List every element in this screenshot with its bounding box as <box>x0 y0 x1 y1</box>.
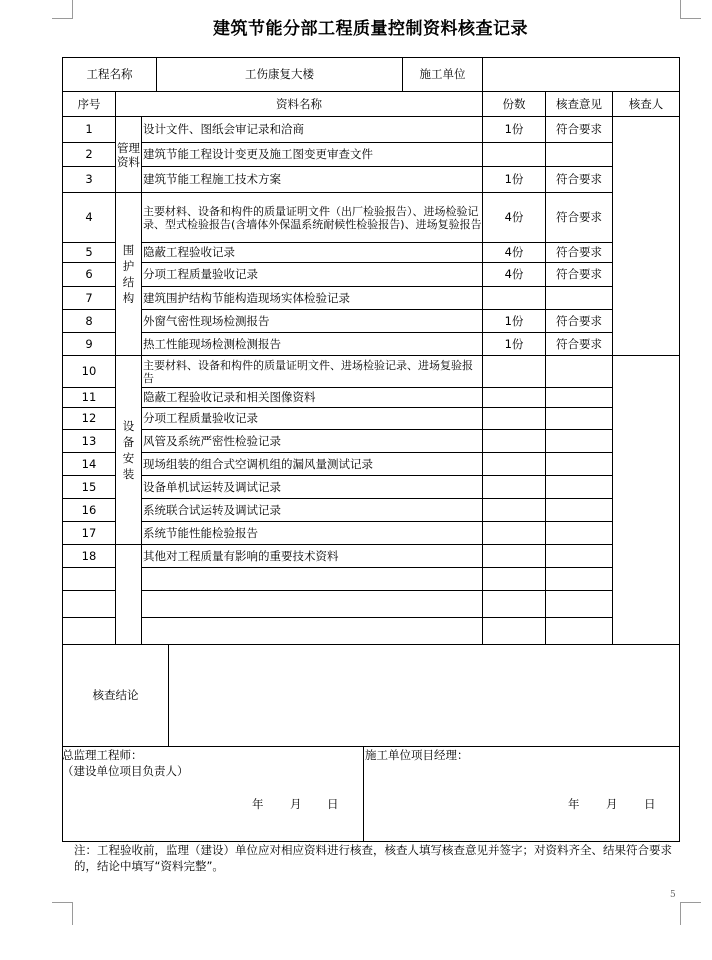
row-opinion: 符合要求 <box>545 242 612 262</box>
row-opinion: 符合要求 <box>545 166 612 192</box>
conclusion-value <box>168 644 679 746</box>
crop-mark-top-right <box>680 0 701 19</box>
supervisor-label: 总监理工程师： <box>62 748 143 762</box>
empty-row-number <box>62 590 115 617</box>
row-copies: 4份 <box>482 242 545 262</box>
empty-row-number <box>62 617 115 644</box>
row-number: 10 <box>62 355 115 387</box>
checker-cell-equipment <box>612 355 679 644</box>
empty-row-name <box>141 617 482 644</box>
header-copies: 份数 <box>482 91 545 116</box>
row-copies <box>482 407 545 429</box>
manager-label: 施工单位项目经理： <box>365 748 469 762</box>
table-right-border <box>679 57 680 842</box>
row-number: 14 <box>62 452 115 475</box>
row-copies <box>482 475 545 498</box>
manager-year: 年 <box>568 797 580 811</box>
row-opinion <box>545 475 612 498</box>
row-material-name: 建筑节能工程设计变更及施工图变更审查文件 <box>141 142 482 166</box>
supervisor-month: 月 <box>290 797 302 811</box>
row-opinion <box>545 521 612 544</box>
row-material-name: 热工性能现场检测检测报告 <box>141 332 482 355</box>
row-number: 1 <box>62 116 115 142</box>
row-number: 5 <box>62 242 115 262</box>
empty-row-opinion <box>545 590 612 617</box>
row-number: 18 <box>62 544 115 567</box>
row-material-name: 分项工程质量验收记录 <box>141 407 482 429</box>
header-checker: 核查人 <box>612 91 679 116</box>
row-material-name: 设备单机试运转及调试记录 <box>141 475 482 498</box>
row-copies <box>482 544 545 567</box>
row-opinion <box>545 429 612 452</box>
row-copies <box>482 521 545 544</box>
row-material-name: 建筑围护结构节能构造现场实体检验记录 <box>141 286 482 309</box>
row-number: 6 <box>62 262 115 286</box>
row-copies <box>482 387 545 407</box>
row-number: 2 <box>62 142 115 166</box>
project-name-value: 工伤康复大楼 <box>156 57 402 91</box>
row-opinion <box>545 286 612 309</box>
group-envelope: 围护结构 <box>115 192 141 355</box>
header-opinion: 核查意见 <box>545 91 612 116</box>
row-number: 9 <box>62 332 115 355</box>
row-material-name: 建筑节能工程施工技术方案 <box>141 166 482 192</box>
project-name-label: 工程名称 <box>62 57 156 91</box>
row-material-name: 设计文件、图纸会审记录和洽商 <box>141 116 482 142</box>
page-number: 5 <box>670 890 676 900</box>
contractor-label: 施工单位 <box>402 57 482 91</box>
row-opinion <box>545 387 612 407</box>
crop-mark-bottom-right <box>680 902 701 925</box>
row-material-name: 分项工程质量验收记录 <box>141 262 482 286</box>
row-material-name: 外窗气密性现场检测报告 <box>141 309 482 332</box>
row-copies <box>482 429 545 452</box>
row-opinion <box>545 142 612 166</box>
row-number: 11 <box>62 387 115 407</box>
row-material-name: 其他对工程质量有影响的重要技术资料 <box>141 544 482 567</box>
empty-row-name <box>141 590 482 617</box>
row-material-name: 隐蔽工程验收记录 <box>141 242 482 262</box>
group-management: 管理资料 <box>115 116 141 192</box>
row-copies <box>482 142 545 166</box>
empty-row-copies <box>482 590 545 617</box>
row-number: 4 <box>62 192 115 242</box>
group-other <box>115 544 141 644</box>
empty-row-number <box>62 567 115 590</box>
manager-day: 日 <box>644 797 656 811</box>
row-number: 17 <box>62 521 115 544</box>
header-material-name: 资料名称 <box>115 91 482 116</box>
empty-row-copies <box>482 567 545 590</box>
document-title: 建筑节能分部工程质量控制资料核查记录 <box>213 19 528 39</box>
header-no: 序号 <box>62 91 115 116</box>
footnote: 注：工程验收前，监理（建设）单位应对相应资料进行核查，核查人填写核查意见并签字；对资料齐全、结果符合要求的，结论中填写“资料完整”。 <box>74 843 672 873</box>
row-copies <box>482 498 545 521</box>
row-copies: 1份 <box>482 116 545 142</box>
row-opinion: 符合要求 <box>545 332 612 355</box>
empty-row-name <box>141 567 482 590</box>
manager-month: 月 <box>606 797 618 811</box>
row-number: 13 <box>62 429 115 452</box>
checker-cell-envelope <box>612 116 679 355</box>
row-copies <box>482 286 545 309</box>
row-number: 7 <box>62 286 115 309</box>
conclusion-label: 核查结论 <box>62 644 168 746</box>
row-copies: 1份 <box>482 166 545 192</box>
row-material-name: 系统节能性能检验报告 <box>141 521 482 544</box>
row-material-name: 风管及系统严密性检验记录 <box>141 429 482 452</box>
row-opinion: 符合要求 <box>545 192 612 242</box>
row-number: 8 <box>62 309 115 332</box>
row-number: 3 <box>62 166 115 192</box>
row-opinion <box>545 498 612 521</box>
row-opinion <box>545 544 612 567</box>
supervisor-day: 日 <box>327 797 339 811</box>
row-copies <box>482 452 545 475</box>
empty-row-copies <box>482 617 545 644</box>
crop-mark-bottom-left <box>52 902 73 925</box>
row-copies: 1份 <box>482 332 545 355</box>
row-opinion <box>545 407 612 429</box>
row-opinion: 符合要求 <box>545 309 612 332</box>
group-equipment: 设备安装 <box>115 355 141 544</box>
empty-row-opinion <box>545 567 612 590</box>
row-copies: 4份 <box>482 192 545 242</box>
row-copies <box>482 355 545 387</box>
row-material-name: 主要材料、设备和构件的质量证明文件、进场检验记录、进场复验报告 <box>141 355 482 387</box>
row-opinion: 符合要求 <box>545 116 612 142</box>
row-number: 15 <box>62 475 115 498</box>
supervisor-year: 年 <box>252 797 264 811</box>
row-opinion: 符合要求 <box>545 262 612 286</box>
row-material-name: 主要材料、设备和构件的质量证明文件（出厂检验报告）、进场检验记录、型式检验报告(含墙体外保温系统耐候性检验报告)、进场复验报告 <box>141 192 482 242</box>
row-material-name: 隐蔽工程验收记录和相关图像资料 <box>141 387 482 407</box>
row-material-name: 系统联合试运转及调试记录 <box>141 498 482 521</box>
contractor-value <box>482 57 679 91</box>
row-number: 16 <box>62 498 115 521</box>
row-copies: 1份 <box>482 309 545 332</box>
row-opinion <box>545 355 612 387</box>
row-number: 12 <box>62 407 115 429</box>
row-copies: 4份 <box>482 262 545 286</box>
row-opinion <box>545 452 612 475</box>
supervisor-sublabel: （建设单位项目负责人） <box>62 764 189 778</box>
empty-row-opinion <box>545 617 612 644</box>
row-material-name: 现场组装的组合式空调机组的漏风量测试记录 <box>141 452 482 475</box>
